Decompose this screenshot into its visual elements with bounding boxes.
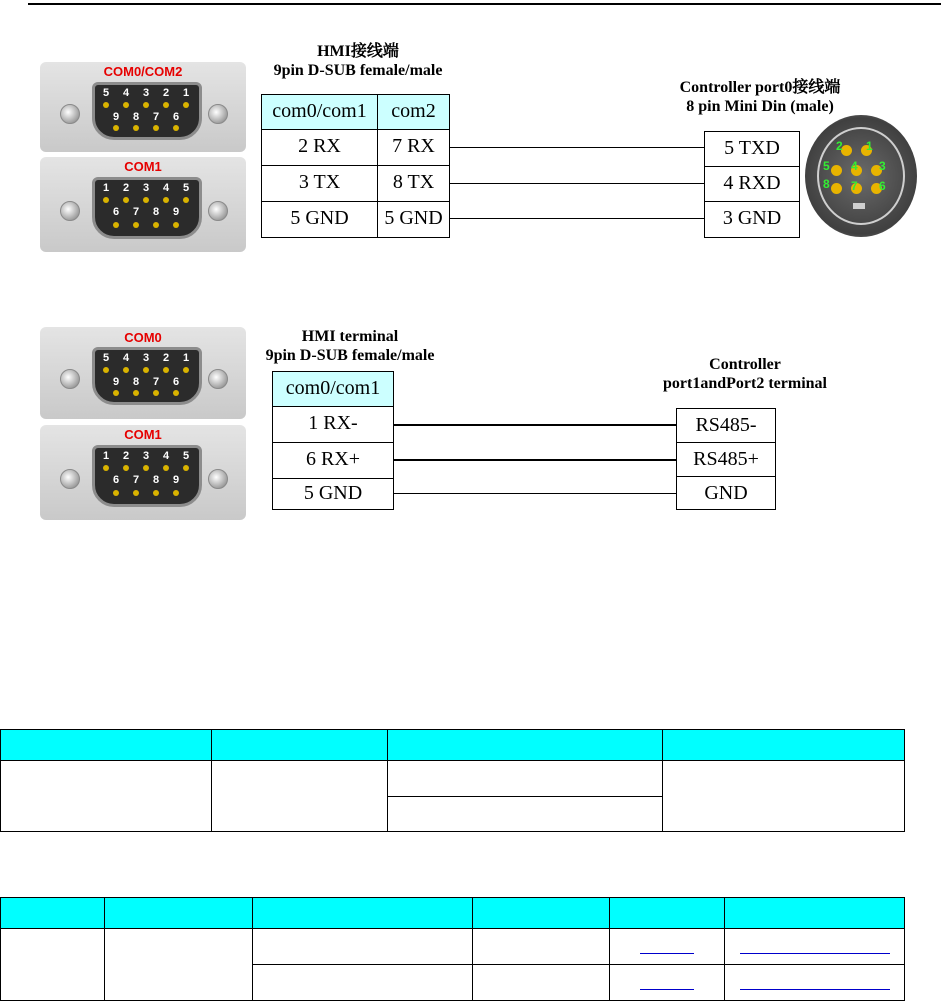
pin-label: 8	[132, 111, 140, 123]
hmi-cell: 5 GND	[272, 478, 394, 510]
connector-label: COM0	[124, 330, 162, 345]
pin-label: 5	[102, 87, 110, 99]
pin-label: 3	[142, 87, 150, 99]
pin-label: 5	[182, 450, 190, 462]
table-cell	[473, 965, 610, 1001]
pin-label: 5	[182, 182, 190, 194]
controller-title-line2: 8 pin Mini Din (male)	[686, 98, 834, 115]
hmi-header-com0-com1: com0/com1	[261, 94, 378, 130]
pin-label: 7	[152, 376, 160, 388]
table-cell	[388, 761, 662, 797]
connector-com1	[40, 157, 246, 252]
pin-label: 9	[112, 376, 120, 388]
table-header-row	[1, 898, 905, 929]
controller-cell: 4 RXD	[704, 166, 800, 202]
info-table-2	[0, 897, 905, 1001]
pin-label: 8	[132, 376, 140, 388]
hmi-title	[240, 327, 460, 365]
top-rule	[28, 3, 941, 5]
hmi-header-com2: com2	[377, 94, 450, 130]
table-cell	[662, 761, 904, 832]
table-header-cell	[662, 730, 904, 761]
table-cell	[104, 929, 252, 1001]
controller-title	[630, 355, 860, 393]
pin-label: 9	[112, 111, 120, 123]
connector-com0	[40, 327, 246, 419]
hmi-header-com0-com1: com0/com1	[272, 371, 394, 407]
table-cell	[252, 965, 473, 1001]
screw-icon	[208, 369, 228, 389]
table-cell	[211, 761, 388, 832]
hmi-cell: 5 GND	[261, 201, 378, 238]
table-row	[1, 761, 905, 797]
wire	[394, 459, 677, 461]
screw-icon	[208, 104, 228, 124]
link-underline[interactable]	[740, 953, 890, 954]
pin-label: 6	[112, 206, 120, 218]
hmi-title-line2: 9pin D-SUB female/male	[273, 62, 443, 79]
din-pin-label: 3	[879, 159, 886, 173]
pin-label: 2	[162, 87, 170, 99]
controller-title-line1: Controller port0接线端	[679, 79, 841, 96]
din-pin-label: 1	[866, 139, 873, 153]
mini-din-connector-icon	[805, 115, 917, 237]
table-cell	[252, 929, 473, 965]
hmi-title-line1: HMI terminal	[301, 328, 399, 345]
dsub-shell	[92, 82, 202, 140]
table-link-cell[interactable]	[610, 929, 725, 965]
hmi-cell: 7 RX	[377, 129, 450, 166]
wire	[450, 147, 705, 148]
connector-label: COM0/COM2	[103, 64, 183, 79]
pin-label: 9	[172, 206, 180, 218]
table-link-cell[interactable]	[610, 965, 725, 1001]
hmi-cell: 1 RX-	[272, 406, 394, 443]
table-cell	[388, 797, 662, 832]
link-underline[interactable]	[740, 989, 890, 990]
table-header-cell	[1, 730, 212, 761]
table-header-cell	[725, 898, 905, 929]
screw-icon	[60, 201, 80, 221]
controller-cell: RS485+	[676, 442, 776, 477]
hmi-cell: 5 GND	[377, 201, 450, 238]
pin-label: 1	[182, 87, 190, 99]
table-cell	[1, 761, 212, 832]
din-pin-label: 4	[851, 159, 858, 173]
pin-label: 1	[182, 352, 190, 364]
pin-label: 4	[122, 87, 130, 99]
pin-label: 3	[142, 352, 150, 364]
connector-com1	[40, 425, 246, 520]
wire	[394, 424, 677, 426]
controller-cell: GND	[676, 476, 776, 510]
din-pin-label: 5	[823, 159, 830, 173]
table-header-cell	[473, 898, 610, 929]
screw-icon	[208, 201, 228, 221]
table-cell	[473, 929, 610, 965]
pin-label: 7	[152, 111, 160, 123]
hmi-cell: 3 TX	[261, 165, 378, 202]
pin-label: 2	[162, 352, 170, 364]
pin-label: 8	[152, 474, 160, 486]
din-pin-label: 6	[879, 179, 886, 193]
controller-title	[640, 78, 880, 116]
pin-label: 3	[142, 182, 150, 194]
pin-label: 2	[122, 450, 130, 462]
table-header-cell	[610, 898, 725, 929]
table-cell	[1, 929, 105, 1001]
wire	[450, 183, 705, 184]
screw-icon	[60, 469, 80, 489]
hmi-cell: 6 RX+	[272, 442, 394, 479]
wire	[394, 493, 677, 494]
dsub-shell	[92, 177, 202, 239]
din-pin-label: 8	[823, 177, 830, 191]
link-underline[interactable]	[640, 989, 694, 990]
pin-label: 9	[172, 474, 180, 486]
connector-com0-com2	[40, 62, 246, 152]
pin-label: 5	[102, 352, 110, 364]
pin-label: 1	[102, 450, 110, 462]
pin-label: 8	[152, 206, 160, 218]
din-pin-label: 7	[851, 179, 858, 193]
pin-label: 7	[132, 206, 140, 218]
table-header-cell	[252, 898, 473, 929]
pin-label: 6	[172, 376, 180, 388]
controller-title-line2: port1andPort2 terminal	[663, 375, 827, 392]
hmi-title-line1: HMI接线端	[317, 43, 399, 60]
dsub-shell	[92, 347, 202, 405]
info-table-1	[0, 729, 905, 832]
pin-label: 1	[102, 182, 110, 194]
pin-label: 6	[112, 474, 120, 486]
controller-cell: 5 TXD	[704, 131, 800, 167]
screw-icon	[60, 104, 80, 124]
controller-cell: 3 GND	[704, 201, 800, 238]
controller-cell: RS485-	[676, 408, 776, 443]
table-header-row	[1, 730, 905, 761]
table-link-cell[interactable]	[725, 965, 905, 1001]
table-header-cell	[211, 730, 388, 761]
pin-label: 4	[162, 450, 170, 462]
screw-icon	[208, 469, 228, 489]
table-header-cell	[104, 898, 252, 929]
pin-label: 4	[162, 182, 170, 194]
link-underline[interactable]	[640, 953, 694, 954]
connector-label: COM1	[124, 159, 162, 174]
hmi-title-line2: 9pin D-SUB female/male	[265, 347, 435, 364]
screw-icon	[60, 369, 80, 389]
wire	[450, 218, 705, 219]
pin-label: 7	[132, 474, 140, 486]
connector-label: COM1	[124, 427, 162, 442]
table-header-cell	[388, 730, 662, 761]
table-link-cell[interactable]	[725, 929, 905, 965]
pin-label: 2	[122, 182, 130, 194]
table-row	[1, 929, 905, 965]
pin-label: 4	[122, 352, 130, 364]
pin-label: 6	[172, 111, 180, 123]
table-header-cell	[1, 898, 105, 929]
din-pin-label: 2	[836, 139, 843, 153]
controller-title-line1: Controller	[709, 356, 781, 373]
hmi-cell: 8 TX	[377, 165, 450, 202]
hmi-cell: 2 RX	[261, 129, 378, 166]
hmi-title	[248, 42, 468, 80]
pin-label: 3	[142, 450, 150, 462]
dsub-shell	[92, 445, 202, 507]
